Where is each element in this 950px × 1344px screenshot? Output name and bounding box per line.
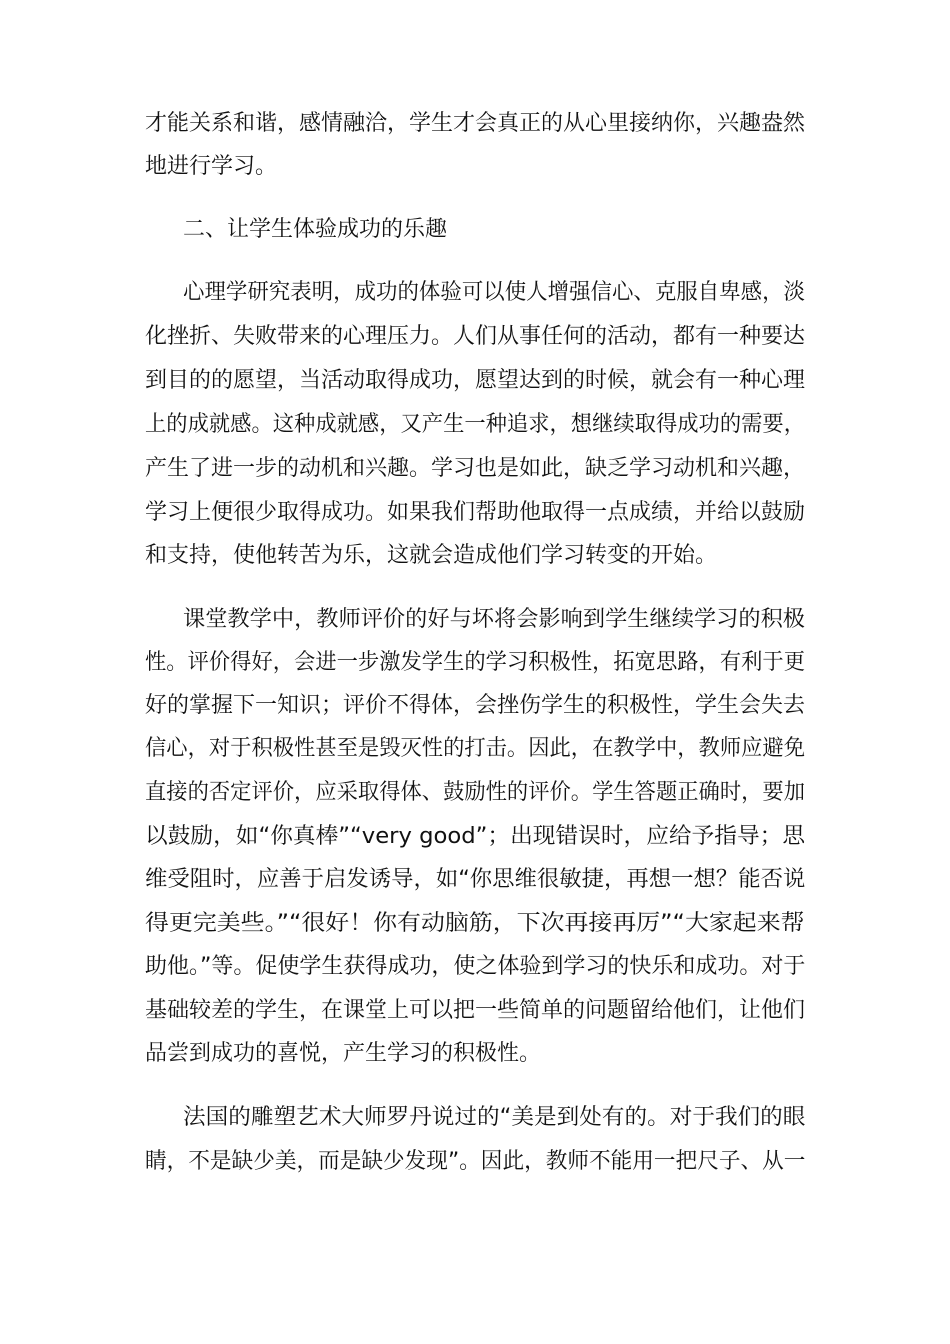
text-line: 得更完美些。”“很好！你有动脑筋，下次再接再厉”“大家起来帮 <box>145 911 805 936</box>
text-line: 基础较差的学生，在课堂上可以把一些简单的问题留给他们，让他们 <box>145 998 806 1023</box>
text-line: 信心，对于积极性甚至是毁灭性的打击。因此，在教学中，教师应避免 <box>145 736 806 761</box>
text-line: 心理学研究表明，成功的体验可以使人增强信心、克服自卑感，淡 <box>183 280 806 305</box>
text-line: 维受阻时，应善于启发诱导，如“你思维很敏捷，再想一想？能否说 <box>145 867 806 892</box>
text-line: 化挫折、失败带来的心理压力。人们从事任何的活动，都有一种要达 <box>145 324 806 349</box>
text-line: 以鼓励，如“你真棒”“very good”；出现错误时，应给予指导；思 <box>145 824 806 849</box>
text-line: 课堂教学中，教师评价的好与坏将会影响到学生继续学习的积极 <box>183 607 806 632</box>
text-line: 性。评价得好，会进一步激发学生的学习积极性，拓宽思路，有利于更 <box>145 650 806 675</box>
text-line: 学习上便很少取得成功。如果我们帮助他取得一点成绩，并给以鼓励 <box>145 500 806 525</box>
text-line: 和支持，使他转苦为乐，这就会造成他们学习转变的开始。 <box>145 543 718 568</box>
text-line: 地进行学习。 <box>145 154 278 179</box>
text-line: 上的成就感。这种成就感，又产生一种追求，想继续取得成功的需要， <box>145 412 806 437</box>
section-heading: 二、让学生体验成功的乐趣 <box>183 217 448 242</box>
text-line: 睛，不是缺少美，而是缺少发现”。因此，教师不能用一把尺子、从一 <box>145 1149 806 1174</box>
text-line: 直接的否定评价，应采取得体、鼓励性的评价。学生答题正确时，要加 <box>145 780 806 805</box>
text-line: 产生了进一步的动机和兴趣。学习也是如此，缺乏学习动机和兴趣， <box>145 456 806 481</box>
text-line: 助他。”等。促使学生获得成功，使之体验到学习的快乐和成功。对于 <box>145 954 806 979</box>
text-line: 法国的雕塑艺术大师罗丹说过的“美是到处有的。对于我们的眼 <box>183 1105 806 1130</box>
text-line: 才能关系和谐，感情融洽，学生才会真正的从心里接纳你，兴趣盎然 <box>145 111 806 136</box>
text-line: 好的掌握下一知识；评价不得体，会挫伤学生的积极性，学生会失去 <box>145 693 806 718</box>
text-line: 到目的的愿望，当活动取得成功，愿望达到的时候，就会有一种心理 <box>145 368 806 393</box>
text-line: 品尝到成功的喜悦，产生学习的积极性。 <box>145 1041 542 1066</box>
